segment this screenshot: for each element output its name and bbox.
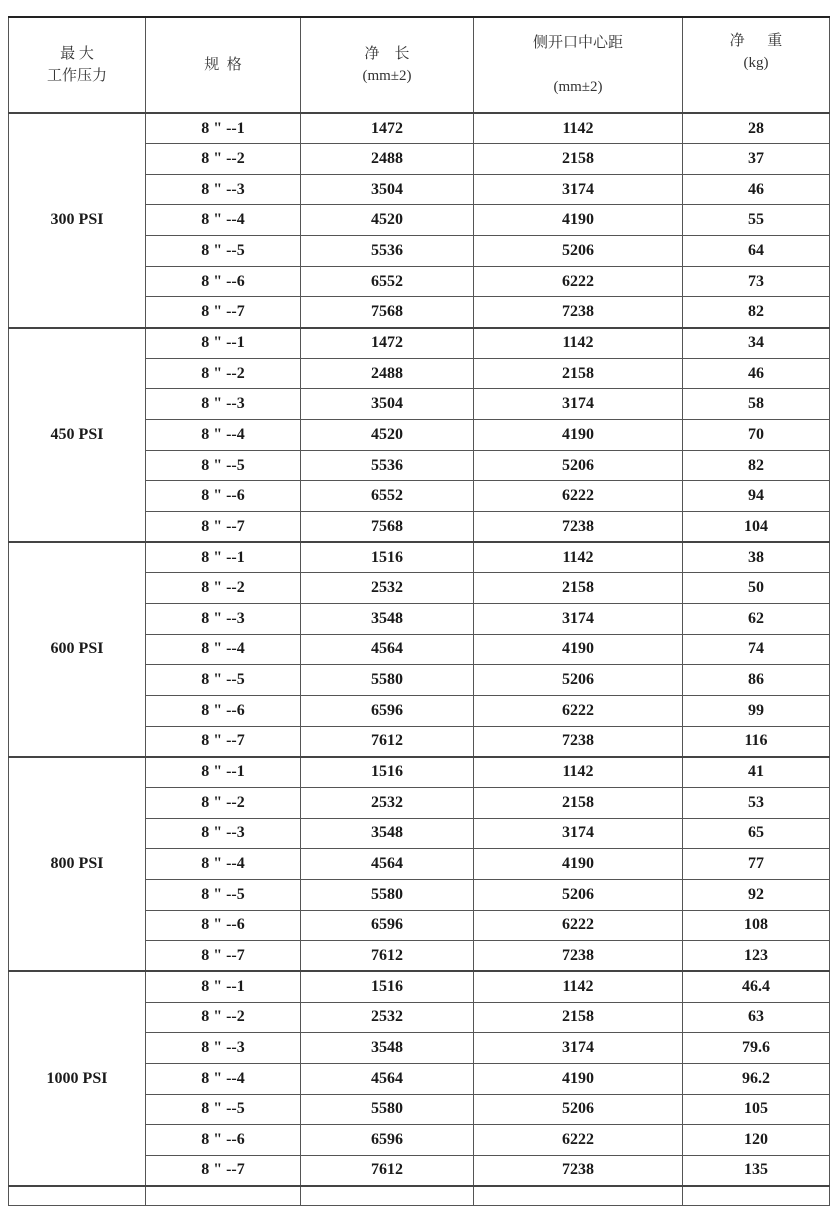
side-center-cell: 4190 xyxy=(474,420,683,451)
side-center-cell: 5206 xyxy=(474,879,683,910)
spec-cell: 8 " --1 xyxy=(146,757,301,788)
side-center-cell: 3174 xyxy=(474,818,683,849)
length-cell: 3548 xyxy=(301,604,474,635)
length-cell: 7568 xyxy=(301,512,474,543)
weight-cell: 82 xyxy=(683,450,830,481)
side-center-cell: 6222 xyxy=(474,266,683,297)
weight-cell: 50 xyxy=(683,573,830,604)
weight-cell: 34 xyxy=(683,328,830,359)
length-cell: 7568 xyxy=(301,297,474,328)
spec-cell: 8 " --3 xyxy=(146,174,301,205)
spec-cell: 8 " --1 xyxy=(146,113,301,144)
header-side-center: 侧开口中心距 (mm±2) xyxy=(474,17,683,113)
pressure-cell: 600 PSI xyxy=(9,542,146,757)
side-center-cell: 5206 xyxy=(474,450,683,481)
spec-cell: 8 " --5 xyxy=(146,879,301,910)
header-spec: 规 格 xyxy=(146,17,301,113)
spec-cell: 8 " --2 xyxy=(146,358,301,389)
spec-cell: 8 " --7 xyxy=(146,941,301,972)
side-center-cell: 1142 xyxy=(474,971,683,1002)
side-center-cell: 4190 xyxy=(474,634,683,665)
length-cell: 4520 xyxy=(301,420,474,451)
side-center-cell: 1142 xyxy=(474,542,683,573)
weight-cell: 65 xyxy=(683,818,830,849)
spec-cell: 8 " --2 xyxy=(146,1002,301,1033)
side-center-cell: 3174 xyxy=(474,1033,683,1064)
length-cell: 3548 xyxy=(301,818,474,849)
length-cell: 1516 xyxy=(301,971,474,1002)
weight-cell: 70 xyxy=(683,420,830,451)
table-row-continued xyxy=(9,1186,830,1206)
spec-cell: 8 " --4 xyxy=(146,1063,301,1094)
spec-cell: 8 " --5 xyxy=(146,450,301,481)
side-center-cell: 3174 xyxy=(474,174,683,205)
pressure-cell: 450 PSI xyxy=(9,328,146,543)
weight-cell: 46 xyxy=(683,358,830,389)
length-cell: 2532 xyxy=(301,787,474,818)
header-pressure: 最 大 工作压力 xyxy=(9,17,146,113)
spec-cell: 8 " --4 xyxy=(146,634,301,665)
header-length: 净 长 (mm±2) xyxy=(301,17,474,113)
length-cell: 4564 xyxy=(301,634,474,665)
weight-cell: 77 xyxy=(683,849,830,880)
length-cell: 4564 xyxy=(301,1063,474,1094)
spec-cell: 8 " --6 xyxy=(146,695,301,726)
spec-cell: 8 " --7 xyxy=(146,297,301,328)
spec-cell: 8 " --2 xyxy=(146,787,301,818)
weight-cell: 135 xyxy=(683,1155,830,1186)
spec-cell: 8 " --5 xyxy=(146,1094,301,1125)
weight-cell: 86 xyxy=(683,665,830,696)
length-cell: 3504 xyxy=(301,174,474,205)
table-row xyxy=(9,113,830,144)
length-cell: 2488 xyxy=(301,358,474,389)
spec-cell: 8 " --2 xyxy=(146,573,301,604)
empty-cell xyxy=(9,1186,146,1206)
side-center-cell: 6222 xyxy=(474,1125,683,1156)
length-cell: 5580 xyxy=(301,665,474,696)
side-center-cell: 2158 xyxy=(474,1002,683,1033)
weight-cell: 74 xyxy=(683,634,830,665)
spec-cell: 8 " --4 xyxy=(146,205,301,236)
spec-cell: 8 " --5 xyxy=(146,236,301,267)
side-center-cell: 1142 xyxy=(474,757,683,788)
side-center-cell: 5206 xyxy=(474,1094,683,1125)
weight-cell: 92 xyxy=(683,879,830,910)
spec-cell: 8 " --1 xyxy=(146,971,301,1002)
side-center-cell: 4190 xyxy=(474,205,683,236)
length-cell: 7612 xyxy=(301,941,474,972)
length-cell: 6596 xyxy=(301,695,474,726)
spec-cell: 8 " --5 xyxy=(146,665,301,696)
empty-cell xyxy=(146,1186,301,1206)
length-cell: 5536 xyxy=(301,450,474,481)
weight-cell: 79.6 xyxy=(683,1033,830,1064)
length-cell: 4564 xyxy=(301,849,474,880)
weight-cell: 63 xyxy=(683,1002,830,1033)
length-cell: 3504 xyxy=(301,389,474,420)
side-center-cell: 7238 xyxy=(474,512,683,543)
length-cell: 6552 xyxy=(301,481,474,512)
weight-cell: 120 xyxy=(683,1125,830,1156)
spec-cell: 8 " --7 xyxy=(146,726,301,757)
empty-cell xyxy=(683,1186,830,1206)
weight-cell: 37 xyxy=(683,144,830,175)
weight-cell: 53 xyxy=(683,787,830,818)
length-cell: 1516 xyxy=(301,542,474,573)
side-center-cell: 4190 xyxy=(474,849,683,880)
spec-cell: 8 " --7 xyxy=(146,1155,301,1186)
side-center-cell: 7238 xyxy=(474,941,683,972)
weight-cell: 94 xyxy=(683,481,830,512)
length-cell: 3548 xyxy=(301,1033,474,1064)
side-center-cell: 7238 xyxy=(474,726,683,757)
weight-cell: 123 xyxy=(683,941,830,972)
side-center-cell: 6222 xyxy=(474,481,683,512)
weight-cell: 82 xyxy=(683,297,830,328)
spec-cell: 8 " --1 xyxy=(146,542,301,573)
side-center-cell: 1142 xyxy=(474,113,683,144)
table-row xyxy=(9,542,830,573)
header-weight: 净 重 (kg) xyxy=(683,17,830,113)
length-cell: 2532 xyxy=(301,573,474,604)
spec-cell: 8 " --6 xyxy=(146,1125,301,1156)
side-center-cell: 6222 xyxy=(474,910,683,941)
length-cell: 1472 xyxy=(301,328,474,359)
spec-cell: 8 " --4 xyxy=(146,420,301,451)
side-center-cell: 5206 xyxy=(474,236,683,267)
header-row xyxy=(9,17,830,113)
length-cell: 4520 xyxy=(301,205,474,236)
weight-cell: 38 xyxy=(683,542,830,573)
spec-cell: 8 " --6 xyxy=(146,481,301,512)
side-center-cell: 1142 xyxy=(474,328,683,359)
length-cell: 2532 xyxy=(301,1002,474,1033)
spec-cell: 8 " --4 xyxy=(146,849,301,880)
length-cell: 6552 xyxy=(301,266,474,297)
length-cell: 6596 xyxy=(301,1125,474,1156)
length-cell: 5580 xyxy=(301,879,474,910)
length-cell: 7612 xyxy=(301,1155,474,1186)
weight-cell: 46.4 xyxy=(683,971,830,1002)
weight-cell: 104 xyxy=(683,512,830,543)
side-center-cell: 5206 xyxy=(474,665,683,696)
spec-cell: 8 " --3 xyxy=(146,389,301,420)
pressure-cell: 300 PSI xyxy=(9,113,146,328)
pressure-cell: 1000 PSI xyxy=(9,971,146,1186)
length-cell: 5536 xyxy=(301,236,474,267)
side-center-cell: 7238 xyxy=(474,297,683,328)
weight-cell: 62 xyxy=(683,604,830,635)
side-center-cell: 2158 xyxy=(474,787,683,818)
side-center-cell: 2158 xyxy=(474,573,683,604)
table-row xyxy=(9,328,830,359)
side-center-cell: 2158 xyxy=(474,358,683,389)
side-center-cell: 4190 xyxy=(474,1063,683,1094)
spec-cell: 8 " --3 xyxy=(146,818,301,849)
weight-cell: 116 xyxy=(683,726,830,757)
length-cell: 1516 xyxy=(301,757,474,788)
side-center-cell: 7238 xyxy=(474,1155,683,1186)
weight-cell: 105 xyxy=(683,1094,830,1125)
length-cell: 6596 xyxy=(301,910,474,941)
weight-cell: 96.2 xyxy=(683,1063,830,1094)
weight-cell: 108 xyxy=(683,910,830,941)
weight-cell: 64 xyxy=(683,236,830,267)
spec-cell: 8 " --3 xyxy=(146,604,301,635)
table-row xyxy=(9,757,830,788)
weight-cell: 99 xyxy=(683,695,830,726)
weight-cell: 58 xyxy=(683,389,830,420)
side-center-cell: 3174 xyxy=(474,604,683,635)
side-center-cell: 2158 xyxy=(474,144,683,175)
spec-cell: 8 " --6 xyxy=(146,910,301,941)
table-row xyxy=(9,971,830,1002)
spec-table xyxy=(8,16,830,1206)
weight-cell: 28 xyxy=(683,113,830,144)
weight-cell: 73 xyxy=(683,266,830,297)
spec-cell: 8 " --3 xyxy=(146,1033,301,1064)
spec-cell: 8 " --6 xyxy=(146,266,301,297)
length-cell: 7612 xyxy=(301,726,474,757)
empty-cell xyxy=(301,1186,474,1206)
length-cell: 5580 xyxy=(301,1094,474,1125)
weight-cell: 55 xyxy=(683,205,830,236)
weight-cell: 41 xyxy=(683,757,830,788)
spec-cell: 8 " --2 xyxy=(146,144,301,175)
spec-cell: 8 " --7 xyxy=(146,512,301,543)
side-center-cell: 3174 xyxy=(474,389,683,420)
spec-cell: 8 " --1 xyxy=(146,328,301,359)
length-cell: 1472 xyxy=(301,113,474,144)
length-cell: 2488 xyxy=(301,144,474,175)
pressure-cell: 800 PSI xyxy=(9,757,146,972)
side-center-cell: 6222 xyxy=(474,695,683,726)
empty-cell xyxy=(474,1186,683,1206)
weight-cell: 46 xyxy=(683,174,830,205)
